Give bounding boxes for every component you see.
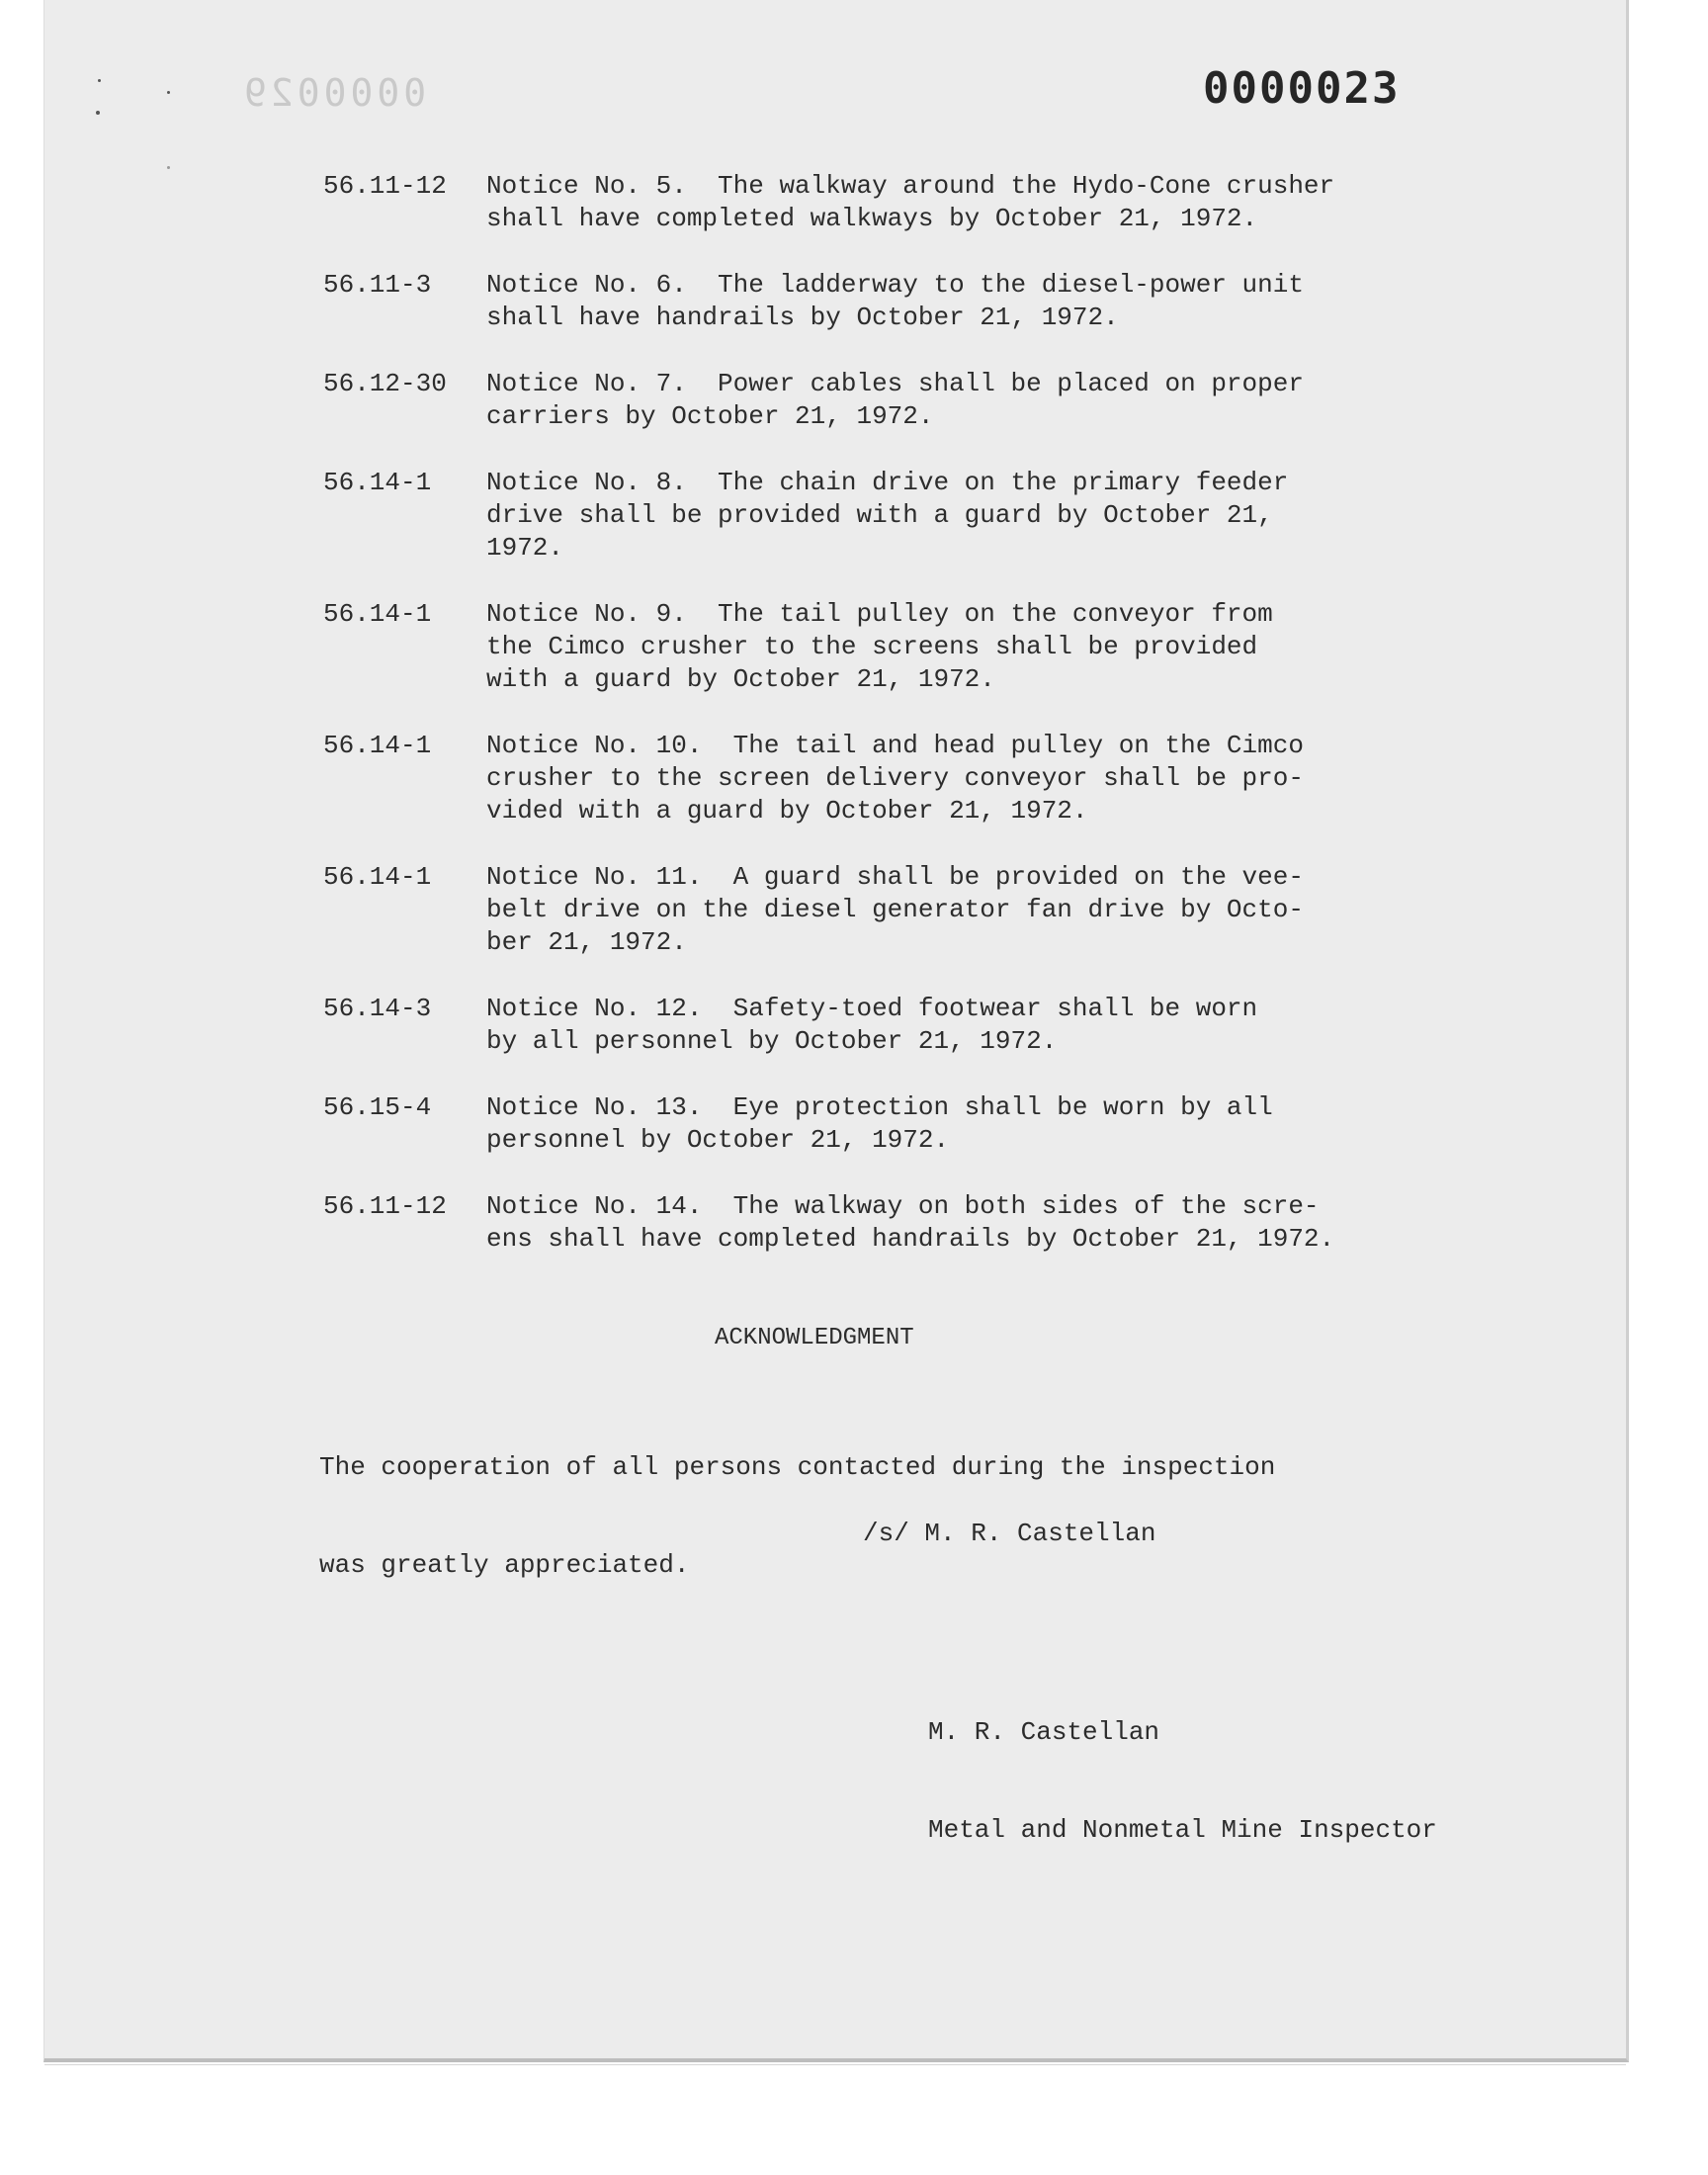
notice-item (323, 1190, 1460, 1256)
notice-line: Notice No. 8. The chain drive on the primary feeder (486, 468, 1289, 497)
regulation-section: 56.14-3 (323, 994, 432, 1023)
scan-speck (96, 111, 100, 115)
notice-line: Notice No. 13. Eye protection shall be worn by all (486, 1092, 1273, 1122)
notice-text (486, 861, 1460, 959)
notice-line: shall have handrails by October 21, 1972. (486, 303, 1119, 332)
notice-item (323, 269, 1460, 334)
regulation-section: 56.14-1 (323, 731, 432, 760)
notice-line: the Cimco crusher to the screens shall be provided (486, 632, 1258, 661)
notice-line: Notice No. 12. Safety-toed footwear shall be worn (486, 994, 1258, 1023)
notice-line: by all personnel by October 21, 1972. (486, 1026, 1058, 1056)
notice-line: carriers by October 21, 1972. (486, 401, 934, 431)
faded-page-stamp: 0000029 (240, 71, 427, 115)
notice-text (486, 993, 1460, 1058)
notice-line: shall have completed walkways by October 21, 1972. (486, 204, 1258, 233)
notice-line: Notice No. 11. A guard shall be provided on the vee- (486, 862, 1304, 892)
notice-line: Notice No. 5. The walkway around the Hydo-Cone crusher (486, 171, 1335, 201)
notice-list (323, 170, 1460, 1289)
acknowledgment-text (319, 1386, 1275, 1647)
notice-line: Notice No. 9. The tail pulley on the conveyor from (486, 599, 1273, 629)
notice-text (486, 730, 1460, 827)
notice-line: 1972. (486, 533, 564, 563)
notice-line: Notice No. 6. The ladderway to the diesel-power unit (486, 270, 1304, 300)
regulation-section: 56.11-12 (323, 1191, 447, 1221)
notice-text (486, 1190, 1460, 1256)
notice-item (323, 861, 1460, 959)
signer-name: M. R. Castellan (928, 1717, 1160, 1747)
notice-line: ens shall have completed handrails by October 21, 1972. (486, 1224, 1335, 1254)
notice-line: personnel by October 21, 1972. (486, 1125, 950, 1155)
notice-item (323, 467, 1460, 565)
acknowledgment-line: was greatly appreciated. (319, 1550, 690, 1580)
notice-line: drive shall be provided with a guard by October 21, (486, 500, 1273, 530)
notice-text (486, 368, 1460, 433)
regulation-section: 56.14-1 (323, 599, 432, 629)
acknowledgment-heading: ACKNOWLEDGMENT (715, 1325, 914, 1351)
notice-item (323, 598, 1460, 696)
notice-item (323, 170, 1460, 235)
notice-text (486, 598, 1460, 696)
notice-text (486, 269, 1460, 334)
notice-text (486, 170, 1460, 235)
scan-speck (167, 91, 170, 94)
notice-line: Notice No. 14. The walkway on both sides of the scre- (486, 1191, 1320, 1221)
regulation-section: 56.15-4 (323, 1092, 432, 1122)
document-page (43, 0, 1629, 2062)
notice-item (323, 1091, 1460, 1157)
regulation-section: 56.14-1 (323, 862, 432, 892)
signature-line: /s/ M. R. Castellan (863, 1519, 1156, 1548)
notice-line: with a guard by October 21, 1972. (486, 664, 995, 694)
notice-item (323, 368, 1460, 433)
notice-line: Notice No. 7. Power cables shall be placed on proper (486, 369, 1304, 398)
page-number: 0000023 (1203, 63, 1401, 114)
signer-block (928, 1651, 1437, 1912)
notice-line: belt drive on the diesel generator fan drive by Octo- (486, 895, 1304, 924)
notice-line: crusher to the screen delivery conveyor shall be pro- (486, 763, 1304, 793)
notice-item (323, 993, 1460, 1058)
scan-speck (167, 166, 170, 169)
notice-line: vided with a guard by October 21, 1972. (486, 796, 1088, 826)
regulation-section: 56.11-3 (323, 270, 432, 300)
notice-text (486, 467, 1460, 565)
notice-line: ber 21, 1972. (486, 927, 687, 957)
scan-speck (98, 79, 101, 82)
notice-item (323, 730, 1460, 827)
acknowledgment-line: The cooperation of all persons contacted during the inspection (319, 1452, 1276, 1482)
notice-text (486, 1091, 1460, 1157)
regulation-section: 56.11-12 (323, 171, 447, 201)
regulation-section: 56.12-30 (323, 369, 447, 398)
signer-title: Metal and Nonmetal Mine Inspector (928, 1815, 1437, 1845)
regulation-section: 56.14-1 (323, 468, 432, 497)
notice-line: Notice No. 10. The tail and head pulley on the Cimco (486, 731, 1304, 760)
page-bottom-rule (44, 2064, 1626, 2065)
